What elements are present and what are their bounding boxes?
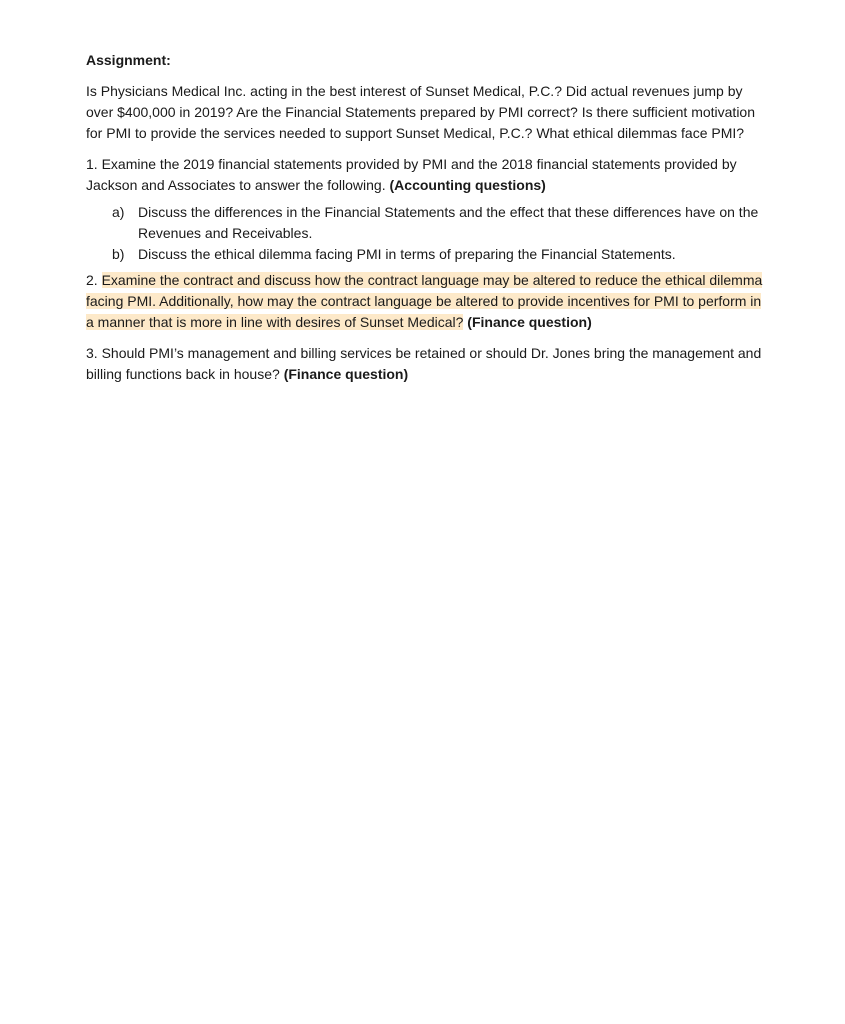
subitem-b-marker: b) xyxy=(112,246,125,262)
list-item xyxy=(86,244,766,265)
subitem-b-text: Discuss the ethical dilemma facing PMI in terms of preparing the Financial Statements. xyxy=(138,246,676,262)
question-1 xyxy=(86,154,766,196)
question-1-text: 1. Examine the 2019 financial statements provided by PMI and the 2018 financial statements provided by Jackson and Associates to answer the following. xyxy=(86,156,737,193)
question-1-tag: (Accounting questions) xyxy=(389,177,546,193)
question-3-text: 3. Should PMI’s management and billing services be retained or should Dr. Jones bring the management and billing functions back in house? xyxy=(86,345,762,382)
question-3 xyxy=(86,343,766,385)
question-2-highlighted-text: Examine the contract and discuss how the contract language may be altered to reduce the ethical dilemma facing PMI. Additionally, how may the contract language be altered to provide incentives for PMI to perform in a manner that is more in line with desires of Sunset Medical? xyxy=(86,272,763,330)
question-1-subitems xyxy=(86,202,766,265)
assignment-heading: Assignment: xyxy=(86,52,171,68)
subitem-a-text: Discuss the differences in the Financial Statements and the effect that these differences have on the Revenues and Receivables. xyxy=(138,204,759,241)
document-page xyxy=(86,50,766,395)
list-item xyxy=(86,202,766,244)
question-2 xyxy=(86,270,766,333)
question-2-tag: (Finance question) xyxy=(467,314,592,330)
intro-paragraph: Is Physicians Medical Inc. acting in the best interest of Sunset Medical, P.C.? Did actual revenues jump by over $400,000 in 2019? Are the Financial Statements prepared by PMI correct? Is there sufficient motivation for PMI to provide the services needed to support Sunset Medical, P.C.? What ethical dilemmas face PMI? xyxy=(86,83,756,141)
question-2-number: 2. xyxy=(86,272,98,288)
subitem-a-marker: a) xyxy=(112,204,125,220)
question-3-tag: (Finance question) xyxy=(283,366,409,382)
